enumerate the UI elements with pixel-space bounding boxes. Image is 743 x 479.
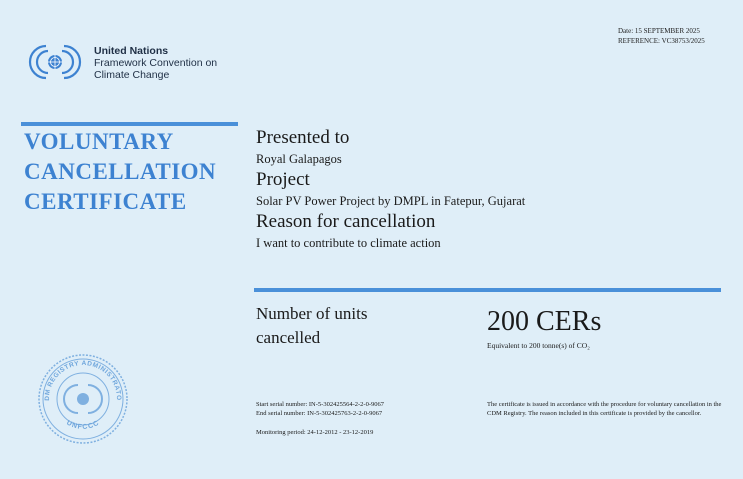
seal-bottom-text: UNFCCC — [65, 419, 101, 432]
presented-label: Presented to — [256, 127, 350, 148]
certificate-meta — [618, 26, 738, 46]
reason-label: Reason for cancellation — [256, 211, 436, 232]
unfccc-emblem-icon — [26, 40, 84, 84]
units-label — [256, 302, 367, 350]
reference-number: REFERENCE: VC38753/2025 — [618, 37, 705, 45]
logo-line-un: United Nations — [94, 45, 169, 57]
units-label-line2: cancelled — [256, 328, 321, 347]
monitoring-period: Monitoring period: 24-12-2012 - 23-12-2019 — [256, 429, 374, 436]
seal-top-text: DM REGISTRY ADMINISTRATO — [43, 359, 123, 401]
logo-line-framework: Framework Convention on — [94, 57, 218, 69]
units-amount: 200 CERs — [487, 306, 602, 337]
issue-date: Date: 15 SEPTEMBER 2025 — [618, 27, 700, 35]
project-label: Project — [256, 169, 310, 190]
certificate-title — [24, 127, 216, 217]
reason-value: I want to contribute to climate action — [256, 236, 441, 250]
end-serial: End serial number: IN-5-302425763-2-2-0-9067 — [256, 410, 383, 417]
title-line-certificate: CERTIFICATE — [24, 189, 187, 214]
title-line-voluntary: VOLUNTARY — [24, 129, 174, 154]
units-label-line1: Number of units — [256, 304, 368, 323]
logo-line-climate: Climate Change — [94, 69, 170, 81]
title-line-cancellation: CANCELLATION — [24, 159, 217, 184]
unfccc-logo-text — [94, 45, 217, 81]
registry-seal — [36, 352, 130, 451]
units-accent-bar — [254, 288, 721, 292]
unfccc-logo — [26, 40, 84, 89]
presented-value: Royal Galapagos — [256, 152, 342, 166]
registry-seal-icon — [36, 352, 130, 446]
serial-block — [256, 400, 466, 437]
certificate-note: The certificate is issued in accordance with the procedure for voluntary cancellation in the CDM Registry. The reason included in this certificate is provided by the cancellor. — [487, 401, 722, 417]
certificate-details — [256, 127, 726, 251]
units-equivalent: Equivalent to 200 tonne(s) of CO₂ — [487, 341, 590, 350]
start-serial: Start serial number: IN-5-302425564-2-2-0-9067 — [256, 401, 384, 408]
project-value: Solar PV Power Project by DMPL in Fatepur, Gujarat — [256, 194, 526, 208]
svg-text:UNFCCC — [65, 420, 101, 432]
title-accent-bar — [21, 122, 238, 126]
